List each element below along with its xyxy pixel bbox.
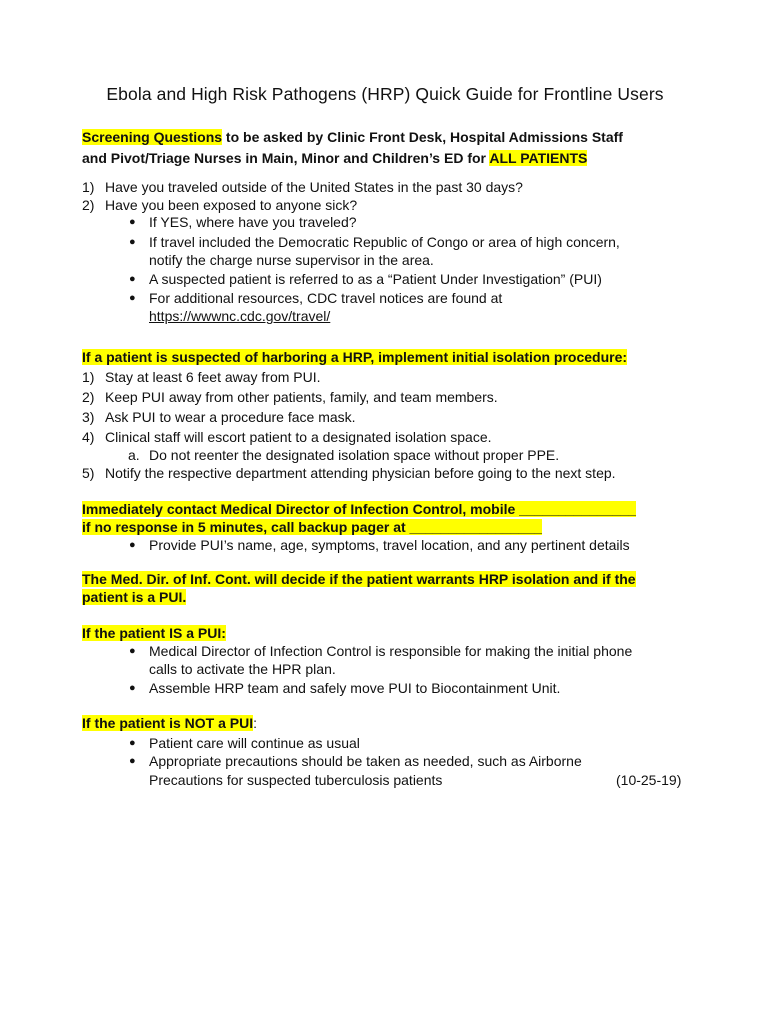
question-2: Have you been exposed to anyone sick? (105, 197, 358, 213)
decision-line-2-text: patient is a PUI. (82, 589, 187, 605)
screening-bullet-1: If YES, where have you traveled? (149, 214, 357, 230)
decision-line-1-text: The Med. Dir. of Inf. Cont. will decide if the patient warrants HRP isolation and if the (82, 571, 636, 587)
bullet-icon: ● (129, 539, 136, 551)
bullet-icon: ● (129, 292, 136, 304)
bullet-icon: ● (129, 236, 136, 248)
screening-heading-rest: to be asked by Clinic Front Desk, Hospital Admissions Staff (222, 129, 623, 145)
iso-step-2: Keep PUI away from other patients, family, and team members. (105, 389, 498, 405)
is-pui-heading (82, 624, 226, 643)
question-1-num: 1) (82, 179, 95, 195)
not-pui-bullet-2: Appropriate precautions should be taken as needed, such as Airborne (149, 753, 582, 769)
not-pui-bullet-2-cont: Precautions for suspected tuberculosis patients (149, 772, 443, 788)
bullet-icon: ● (129, 682, 136, 694)
contact-bullet: Provide PUI’s name, age, symptoms, travel location, and any pertinent details (149, 537, 630, 553)
is-pui-heading-text: If the patient IS a PUI: (82, 625, 226, 641)
iso-step-5-num: 5) (82, 465, 95, 481)
screening-heading-line1 (82, 128, 623, 147)
screening-heading-highlight: Screening Questions (82, 129, 223, 145)
decision-line-2 (82, 588, 186, 607)
screening-bullet-3: A suspected patient is referred to as a “Patient Under Investigation” (PUI) (149, 271, 602, 287)
document-title: Ebola and High Risk Pathogens (HRP) Quick Guide for Frontline Users (106, 84, 664, 104)
cdc-travel-link[interactable]: https://wwwnc.cdc.gov/travel/ (149, 308, 331, 324)
question-2-num: 2) (82, 197, 95, 213)
is-pui-bullet-2: Assemble HRP team and safely move PUI to Biocontainment Unit. (149, 680, 561, 696)
iso-step-4: Clinical staff will escort patient to a designated isolation space. (105, 429, 492, 445)
not-pui-heading (82, 714, 257, 733)
iso-step-2-num: 2) (82, 389, 95, 405)
screening-heading-line2-text: and Pivot/Triage Nurses in Main, Minor and Children’s ED for (82, 150, 490, 166)
screening-bullet-2: If travel included the Democratic Republic of Congo or area of high concern, (149, 234, 620, 250)
bullet-icon: ● (129, 216, 136, 228)
contact-line-2-text: if no response in 5 minutes, call backup pager at _________________ (82, 519, 542, 535)
decision-line-1 (82, 570, 636, 589)
not-pui-heading-colon: : (253, 715, 258, 731)
is-pui-bullet-1: Medical Director of Infection Control is responsible for making the initial phone (149, 643, 633, 659)
iso-step-1-num: 1) (82, 369, 95, 385)
not-pui-bullet-1: Patient care will continue as usual (149, 735, 360, 751)
contact-line-1-text: Immediately contact Medical Director of Infection Control, mobile _______________ (82, 501, 636, 517)
iso-step-4a-num: a. (128, 447, 140, 463)
bullet-icon: ● (129, 755, 136, 767)
bullet-icon: ● (129, 737, 136, 749)
screening-bullet-4: For additional resources, CDC travel notices are found at (149, 290, 503, 306)
iso-step-3: Ask PUI to wear a procedure face mask. (105, 409, 356, 425)
all-patients-highlight: ALL PATIENTS (489, 150, 588, 166)
iso-step-1: Stay at least 6 feet away from PUI. (105, 369, 321, 385)
isolation-heading (82, 348, 627, 367)
is-pui-bullet-1-cont: calls to activate the HPR plan. (149, 661, 336, 677)
contact-line-1 (82, 500, 636, 519)
question-1: Have you traveled outside of the United States in the past 30 days? (105, 179, 523, 195)
bullet-icon: ● (129, 645, 136, 657)
screening-bullet-2-cont: notify the charge nurse supervisor in the area. (149, 252, 434, 268)
iso-step-4-num: 4) (82, 429, 95, 445)
iso-step-3-num: 3) (82, 409, 95, 425)
iso-step-4a: Do not reenter the designated isolation space without proper PPE. (149, 447, 560, 463)
revision-date: (10-25-19) (616, 772, 682, 788)
iso-step-5: Notify the respective department attending physician before going to the next step. (105, 465, 616, 481)
contact-line-2 (82, 518, 542, 537)
not-pui-heading-text: If the patient is NOT a PUI (82, 715, 254, 731)
bullet-icon: ● (129, 273, 136, 285)
isolation-heading-text: If a patient is suspected of harboring a HRP, implement initial isolation procedure: (82, 349, 628, 365)
screening-heading-line2 (82, 149, 587, 168)
